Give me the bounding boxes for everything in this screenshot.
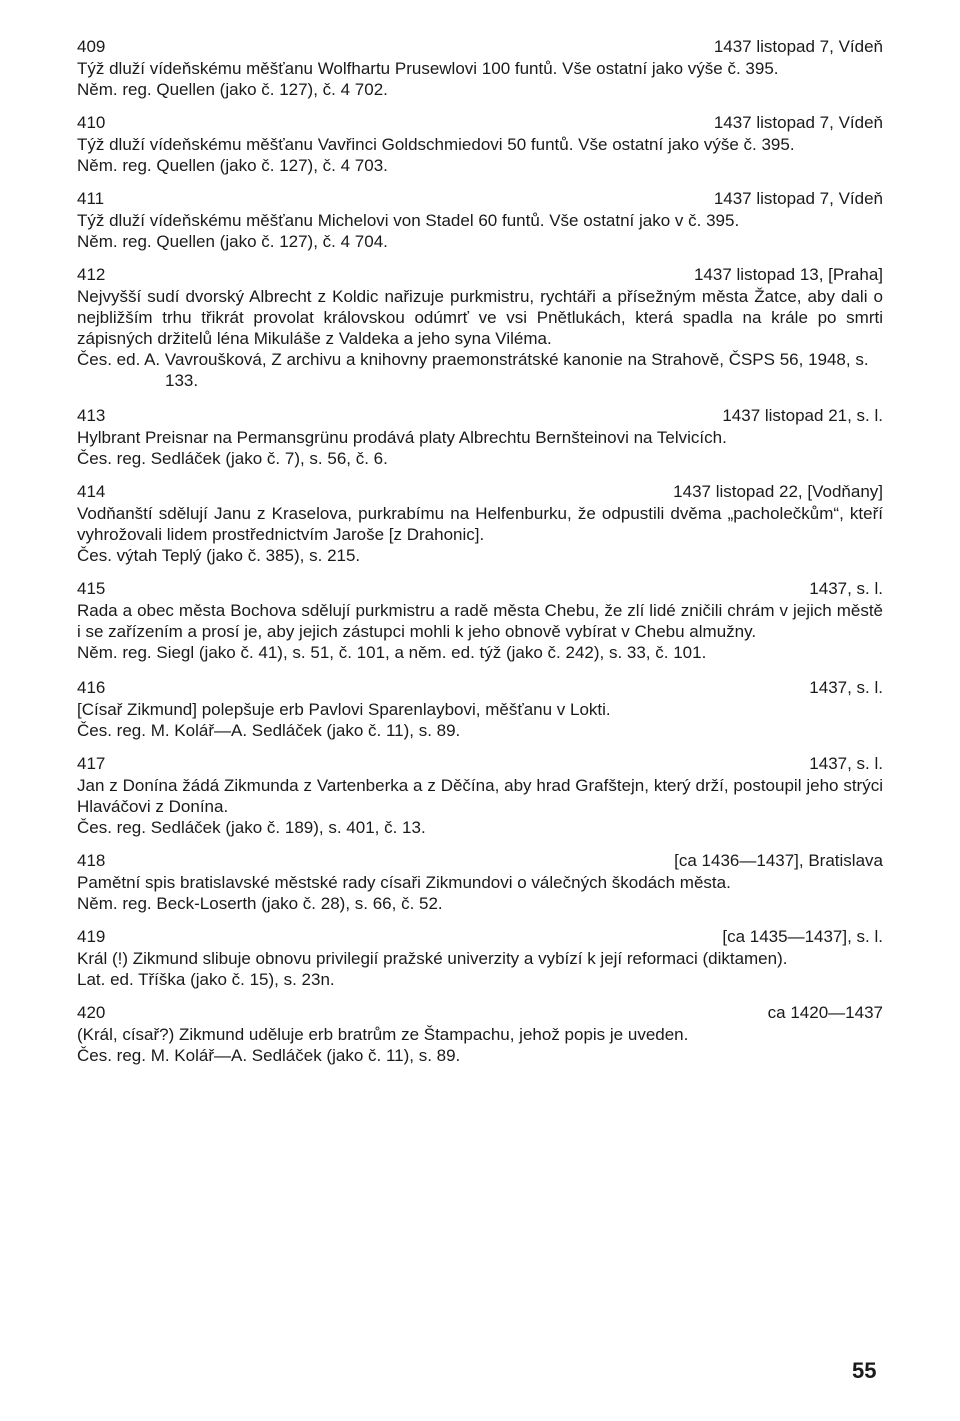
entry-source: Něm. reg. Quellen (jako č. 127), č. 4 704.	[77, 232, 388, 251]
entry-number: 413	[77, 406, 106, 425]
entry-date: 1437, s. l.	[809, 754, 883, 773]
entry-411	[77, 188, 883, 252]
entry-418	[77, 850, 883, 914]
entry-date: 1437, s. l.	[809, 579, 883, 598]
entry-header	[77, 850, 883, 872]
entry-416	[77, 677, 883, 741]
entry-text: Král (!) Zikmund slibuje obnovu privilegií pražské univerzity a vybízí k její reformaci (diktamen).	[77, 949, 788, 968]
entry-number: 415	[77, 579, 106, 598]
entry-415	[77, 578, 883, 663]
entry-413	[77, 405, 883, 469]
entry-text: Týž dluží vídeňskému měšťanu Vavřinci Goldschmiedovi 50 funtů. Vše ostatní jako výše č. 395.	[77, 135, 795, 154]
entry-source: Čes. ed. A. Vavroušková, Z archivu a knihovny praemonstrátské kanonie na Strahově, ČSPS 56, 1948, s. 133.	[77, 350, 869, 390]
entry-text: Pamětní spis bratislavské městské rady císaři Zikmundovi o válečných škodách města.	[77, 873, 731, 892]
document-page	[77, 36, 883, 1078]
entry-number: 412	[77, 265, 106, 284]
entry-source: Čes. reg. Sedláček (jako č. 189), s. 401, č. 13.	[77, 818, 426, 837]
entry-header	[77, 677, 883, 699]
entry-source: Čes. reg. Sedláček (jako č. 7), s. 56, č. 6.	[77, 449, 388, 468]
entry-419	[77, 926, 883, 990]
entry-header	[77, 405, 883, 427]
entry-source: Čes. reg. M. Kolář—A. Sedláček (jako č. 11), s. 89.	[77, 721, 461, 740]
entry-text: (Král, císař?) Zikmund uděluje erb bratrům ze Štampachu, jehož popis je uveden.	[77, 1025, 689, 1044]
entry-source: Něm. reg. Siegl (jako č. 41), s. 51, č. 101, a něm. ed. týž (jako č. 242), s. 33, č. 101.	[77, 643, 707, 662]
entry-text: Týž dluží vídeňskému měšťanu Wolfhartu Prusewlovi 100 funtů. Vše ostatní jako výše č. 395.	[77, 59, 779, 78]
entry-text: Týž dluží vídeňskému měšťanu Michelovi von Stadel 60 funtů. Vše ostatní jako v č. 395.	[77, 211, 740, 230]
entry-number: 416	[77, 678, 106, 697]
entry-number: 419	[77, 927, 106, 946]
entry-text: [Císař Zikmund] polepšuje erb Pavlovi Sparenlaybovi, měšťanu v Lokti.	[77, 700, 611, 719]
entry-number: 418	[77, 851, 106, 870]
entry-date: ca 1420—1437	[767, 1003, 883, 1022]
entry-text: Jan z Donína žádá Zikmunda z Vartenberka a z Děčína, aby hrad Grafštejn, který drží, postoupil jeho strýci Hlaváčovi z Donína.	[77, 776, 883, 816]
entry-number: 414	[77, 482, 106, 501]
entry-420	[77, 1002, 883, 1066]
entry-text: Hylbrant Preisnar na Permansgrünu prodává platy Albrechtu Bernšteinovi na Telvicích.	[77, 428, 727, 447]
entry-date: [ca 1435—1437], s. l.	[722, 927, 883, 946]
entry-header	[77, 264, 883, 286]
entry-text: Nejvyšší sudí dvorský Albrecht z Koldic nařizuje purkmistru, rychtáři a přísežným města Žatce, aby dali o nejbližším trhu třikrát provolat královskou odúmrť ve vsi Pnětlukách, která spadla na krále po smrti zápisných držitelů léna Mikuláše z Valdeka a jeho syna Viléma.	[77, 287, 883, 348]
entry-date: [ca 1436—1437], Bratislava	[674, 851, 883, 870]
entry-409	[77, 36, 883, 100]
entry-number: 411	[77, 189, 105, 208]
entry-header	[77, 188, 883, 210]
entry-header	[77, 36, 883, 58]
entry-header	[77, 1002, 883, 1024]
entry-source: Něm. reg. Beck-Loserth (jako č. 28), s. 66, č. 52.	[77, 894, 443, 913]
entry-source: Čes. reg. M. Kolář—A. Sedláček (jako č. 11), s. 89.	[77, 1046, 461, 1065]
entry-header	[77, 112, 883, 134]
entry-source: Lat. ed. Tříška (jako č. 15), s. 23n.	[77, 970, 335, 989]
entry-header	[77, 578, 883, 600]
entry-header	[77, 481, 883, 503]
entry-source: Něm. reg. Quellen (jako č. 127), č. 4 702.	[77, 80, 388, 99]
entry-date: 1437 listopad 7, Vídeň	[713, 113, 883, 132]
entry-date: 1437, s. l.	[809, 678, 883, 697]
entry-number: 409	[77, 37, 106, 56]
entry-text: Vodňanští sdělují Janu z Kraselova, purkrabímu na Helfenburku, že odpustili dvěma „pacholečkům“, kteří vyhrožovali lidem prostřednictvím Jaroše [z Drahonic].	[77, 504, 883, 544]
entry-header	[77, 926, 883, 948]
entry-410	[77, 112, 883, 176]
entry-header	[77, 753, 883, 775]
entry-source: Něm. reg. Quellen (jako č. 127), č. 4 703.	[77, 156, 388, 175]
entry-414	[77, 481, 883, 566]
entry-text: Rada a obec města Bochova sdělují purkmistru a radě města Chebu, že zlí lidé zničili chrám v jejich městě i se zařízením a prosí je, aby jejich zástupci mohli k jeho obnově vybírat v Chebu almužny.	[77, 601, 883, 641]
entry-date: 1437 listopad 22, [Vodňany]	[673, 482, 883, 501]
entry-412	[77, 264, 883, 391]
entry-date: 1437 listopad 21, s. l.	[722, 406, 883, 425]
entry-date: 1437 listopad 7, Vídeň	[713, 37, 883, 56]
entry-417	[77, 753, 883, 838]
entry-date: 1437 listopad 7, Vídeň	[713, 189, 883, 208]
entry-source: Čes. výtah Teplý (jako č. 385), s. 215.	[77, 546, 361, 565]
entry-date: 1437 listopad 13, [Praha]	[693, 265, 883, 284]
entry-number: 420	[77, 1003, 106, 1022]
entry-number: 417	[77, 754, 106, 773]
page-number: 55	[852, 1358, 877, 1383]
entry-number: 410	[77, 113, 106, 132]
